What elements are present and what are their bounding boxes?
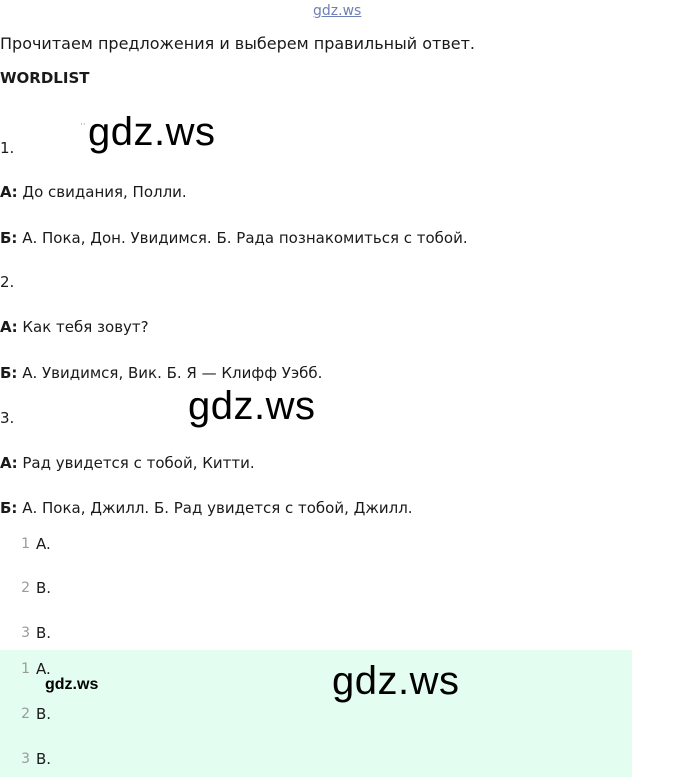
dialogue-2-line-a xyxy=(0,318,149,336)
line-text: А. Пока, Дон. Увидимся. Б. Рада познакомиться с тобой. xyxy=(17,229,468,247)
line-text: Как тебя зовут? xyxy=(17,318,149,336)
dialogue-3-line-a xyxy=(0,454,255,472)
answer-value: B. xyxy=(36,624,52,642)
highlighted-answer-row-2 xyxy=(0,703,51,725)
line-text: До свидания, Полли. xyxy=(17,183,187,201)
speaker-b-label: Б: xyxy=(0,229,18,247)
speaker-b-label: Б: xyxy=(0,499,18,517)
dialogue-number-3: 3. xyxy=(0,409,15,427)
highlighted-answer-panel xyxy=(0,650,632,777)
dialogue-number-2: 2. xyxy=(0,273,15,291)
watermark-small: gdz.ws xyxy=(45,676,99,693)
answer-value: B. xyxy=(36,750,52,768)
dialogue-number-1: 1. xyxy=(0,139,15,157)
speaker-a-label: А: xyxy=(0,183,18,201)
answer-number: 2 xyxy=(21,706,30,722)
answer-number: 2 xyxy=(21,580,30,596)
highlighted-answer-row-1 xyxy=(0,658,51,680)
answer-row-2 xyxy=(0,577,51,599)
speaker-a-label: А: xyxy=(0,454,18,472)
answer-value: B. xyxy=(36,705,52,723)
tick-mark: ·· xyxy=(80,120,86,130)
answer-number: 3 xyxy=(21,751,30,767)
line-text: Рад увидется с тобой, Китти. xyxy=(17,454,255,472)
answer-value: B. xyxy=(36,579,52,597)
answer-value: A. xyxy=(36,660,51,678)
line-text: А. Пока, Джилл. Б. Рад увидется с тобой, Джилл. xyxy=(17,499,413,517)
answer-row-3 xyxy=(0,622,51,644)
speaker-b-label: Б: xyxy=(0,364,18,382)
top-watermark: gdz.ws xyxy=(313,3,362,19)
watermark-large-2: gdz.ws xyxy=(188,384,316,428)
dialogue-2-line-b xyxy=(0,364,322,382)
answer-value: A. xyxy=(36,535,51,553)
line-text: А. Увидимся, Вик. Б. Я — Клифф Уэбб. xyxy=(17,364,323,382)
dialogue-1-line-b xyxy=(0,229,468,247)
wordlist-heading: WORDLIST xyxy=(0,69,90,87)
watermark-large-1: gdz.ws xyxy=(88,110,216,154)
highlighted-answer-row-3 xyxy=(0,748,51,770)
answer-number: 3 xyxy=(21,625,30,641)
intro-text: Прочитаем предложения и выберем правильный ответ. xyxy=(0,34,476,53)
answer-row-1 xyxy=(0,533,51,555)
speaker-a-label: А: xyxy=(0,318,18,336)
answer-number: 1 xyxy=(21,661,30,677)
dialogue-1-line-a xyxy=(0,183,187,201)
dialogue-3-line-b xyxy=(0,499,413,517)
answer-number: 1 xyxy=(21,536,30,552)
watermark-large-3: gdz.ws xyxy=(332,659,460,703)
